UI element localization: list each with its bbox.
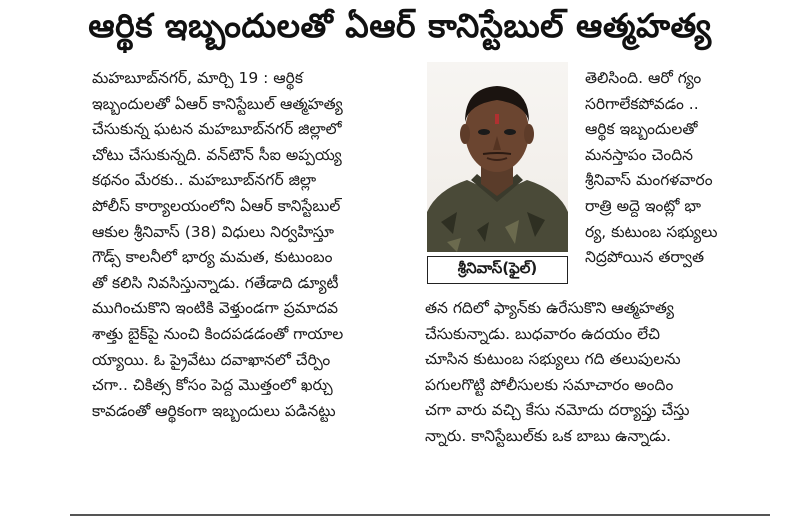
article-text-line: తన గదిలో ఫ్యాన్‌కు ఉరేసుకొని ఆత్మహత్య (425, 299, 675, 317)
article-text-line: న్నారు. కానిస్టేబుల్‌కు ఒక బాబు ఉన్నాడు. (425, 426, 672, 445)
article-text-line: కావడంతో ఆర్థికంగా ఇబ్బందులు పడినట్టు (92, 401, 336, 420)
article-text-line: చూసిన కుటుంబ సభ్యులు గది తలుపులను (425, 350, 681, 369)
article-text-line: తో కలిసి నివసిస్తున్నాడు. గతేడాది డ్యూటీ (92, 273, 339, 292)
article-text-line: కథనం మేరకు.. మహబూబ్‌నగర్ జిల్లా (92, 171, 317, 190)
article-text-line: ఆకుల శ్రీనివాస్ (38) విధులు నిర్వహిస్తూ (92, 222, 335, 241)
article-column-left (92, 66, 420, 424)
bottom-divider (70, 514, 770, 516)
constable-photo (427, 62, 568, 252)
article-text-line: ర్య, కుటుంబ సభ్యులు (585, 222, 718, 241)
article-text-line: చగా.. చికిత్స కోసం పెద్ద మొత్తంలో ఖర్చు (92, 376, 333, 395)
article-text-line: పోలీస్ కార్యాలయంలోని ఏఆర్ కానిస్టేబుల్ (92, 196, 341, 215)
article-text-line: శాత్తు బైక్‌పై నుంచి కిందపడడంతో గాయాల (92, 324, 344, 343)
article-text-line: య్యాయి. ఓ ప్రైవేటు దవాఖానలో చేర్పిం (92, 350, 331, 369)
article-text-line: ఆర్థిక ఇబ్బందులతో (585, 120, 698, 139)
article-text-line: చగా వారు వచ్చి కేసు నమోదు దర్యాప్తు చేస్తు (425, 401, 690, 420)
article-text-line: ముగించుకొని ఇంటికి వెళ్తుండగా ప్రమాదవ (92, 299, 339, 318)
article-text-line: రాత్రి అద్దె ఇంట్లో భా (585, 196, 702, 215)
article-text-line: గౌడ్స్ కాలనీలో భార్య మమత, కుటుంబం (92, 248, 333, 267)
article-text-line: చోటు చేసుకున్నది. వన్‌టౌన్ సీఐ అప్పయ్య (92, 145, 342, 164)
article-text-line: చేసుకున్నాడు. బుధవారం ఉదయం లేచి (425, 324, 660, 343)
article-column-right (585, 66, 760, 271)
article-column-bottom (425, 296, 765, 450)
article-text-line: ఇబ్బందులతో ఏఆర్ కానిస్టేబుల్ ఆత్మహత్య (92, 94, 343, 113)
photo-caption: శ్రీనివాస్(ఫైల్) (427, 256, 568, 284)
article-text-line: తెలిసింది. ఆరో గ్యం (585, 69, 702, 87)
article-text-line: చేసుకున్న ఘటన మహబూబ్‌నగర్ జిల్లాలో (92, 120, 342, 139)
article-text-line: నిద్రపోయిన తర్వాత (585, 248, 705, 267)
article-text-line: పగులగొట్టి పోలీసులకు సమాచారం అందిం (425, 375, 674, 394)
headline: ఆర్థిక ఇబ్బందులతో ఏఆర్ కానిస్టేబుల్ ఆత్మహత్య (88, 5, 712, 45)
article-text-line: సరిగాలేకపోవడం .. (585, 94, 699, 113)
article-text-line: శ్రీనివాస్ మంగళవారం (585, 171, 713, 190)
portrait-image (427, 62, 568, 252)
article-text-line: మహబూబ్‌నగర్, మార్చి 19 : ఆర్థిక (92, 69, 303, 87)
article-text-line: మనస్తాపం చెందిన (585, 145, 694, 164)
